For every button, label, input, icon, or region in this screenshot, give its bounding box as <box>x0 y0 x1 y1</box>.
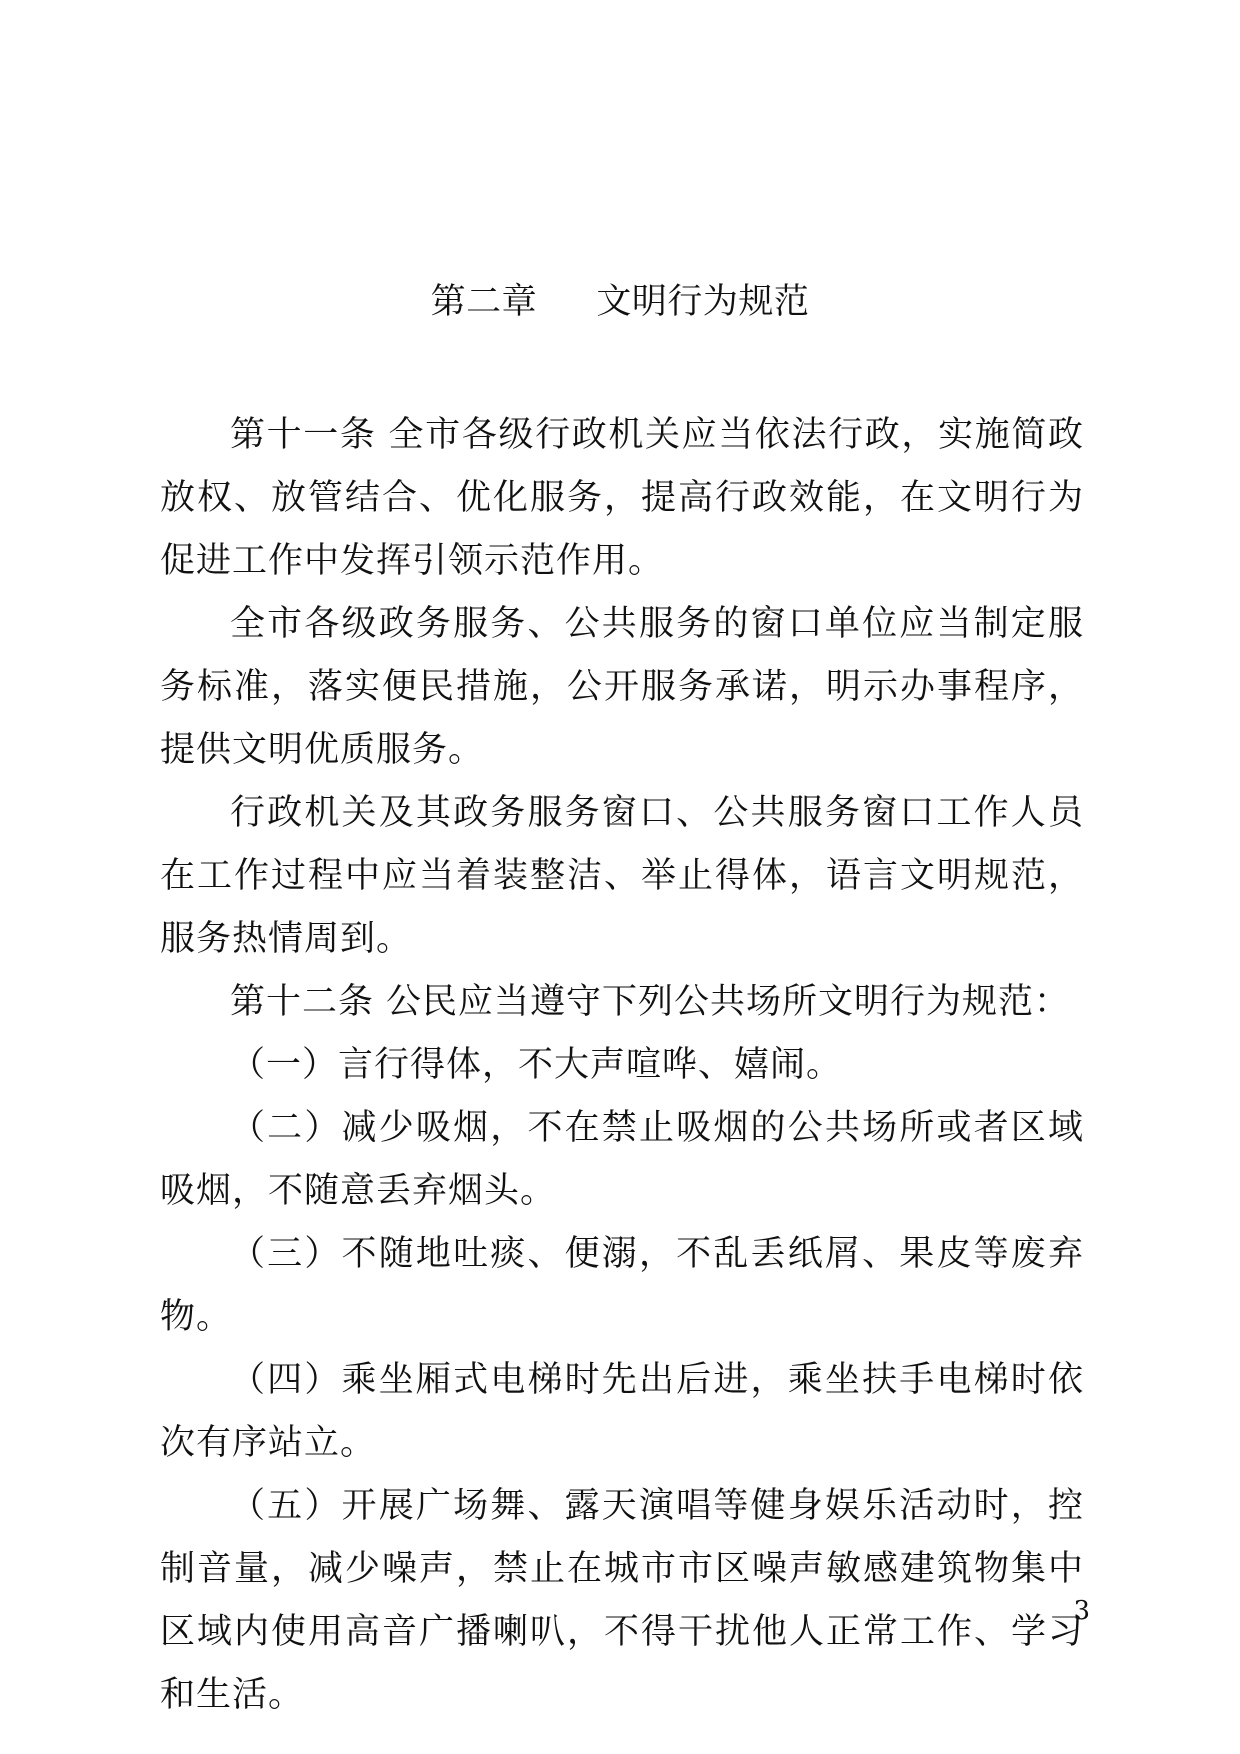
article-11-paragraph-2: 全市各级政务服务、公共服务的窗口单位应当制定服务标准，落实便民措施，公开服务承诺，明示办事程序，提供文明优质服务。 <box>160 604 1084 770</box>
article-12-item-1: （一）言行得体，不大声喧哗、嬉闹。 <box>230 1045 843 1085</box>
article-12-item-3: （三）不随地吐痰、便溺，不乱丢纸屑、果皮等废弃物。 <box>160 1234 1084 1337</box>
article-11-text-1: 全市各级行政机关应当依法行政，实施简政放权、放管结合、优化服务，提高行政效能，在文明行为促进工作中发挥引领示范作用。 <box>160 415 1084 581</box>
article-12-paragraph-intro <box>160 971 1084 1034</box>
article-12-item-5: （五）开展广场舞、露天演唱等健身娱乐活动时，控制音量，减少噪声，禁止在城市市区噪声敏感建筑物集中区域内使用高音广播喇叭，不得干扰他人正常工作、学习和生活。 <box>160 1486 1084 1715</box>
article-12-heading: 第十二条 <box>230 982 375 1022</box>
chapter-title: 第二章 文明行为规范 <box>430 282 810 322</box>
document-body <box>160 404 1084 1727</box>
article-11-heading: 第十一条 <box>230 415 377 455</box>
article-12-item-4: （四）乘坐厢式电梯时先出后进，乘坐扶手电梯时依次有序站立。 <box>160 1360 1084 1463</box>
article-11-paragraph-3: 行政机关及其政务服务窗口、公共服务窗口工作人员在工作过程中应当着装整洁、举止得体，语言文明规范，服务热情周到。 <box>160 793 1084 959</box>
article-11-paragraph-1 <box>160 404 1084 593</box>
page-number: 3 <box>1073 1596 1090 1626</box>
article-12-intro: 公民应当遵守下列公共场所文明行为规范： <box>386 982 1071 1022</box>
article-12-item-2: （二）减少吸烟，不在禁止吸烟的公共场所或者区域吸烟，不随意丢弃烟头。 <box>160 1108 1084 1211</box>
